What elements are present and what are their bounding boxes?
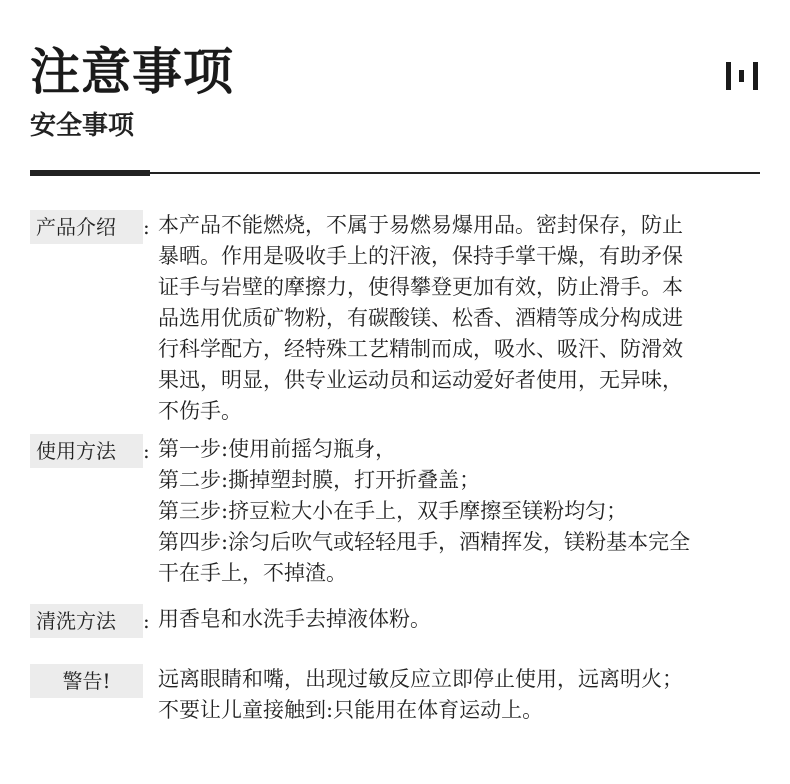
text-line: 第四步:涂匀后吹气或轻轻甩手，酒精挥发，镁粉基本完全 [158, 530, 691, 554]
text-line: 不伤手。 [158, 399, 242, 423]
text-line: 果迅，明显，供专业运动员和运动爱好者使用，无异味， [158, 368, 683, 392]
section-label: 清洗方法 [30, 604, 143, 638]
section-label: 警告! [30, 664, 143, 698]
text-line: 不要让儿童接触到:只能用在体育运动上。 [158, 698, 544, 722]
text-line: 品选用优质矿物粉，有碳酸镁、松香、酒精等成分构成进 [158, 306, 683, 330]
page-subtitle: 安全事项 [30, 111, 135, 141]
header-divider-accent [30, 170, 150, 176]
label-colon: : [143, 215, 150, 239]
text-line: 行科学配方，经特殊工艺精制而成，吸水、吸汗、防滑效 [158, 337, 683, 361]
text-line: 第二步:撕掉塑封膜，打开折叠盖； [158, 468, 481, 492]
section-label: 使用方法 [30, 434, 143, 468]
text-line: 本产品不能燃烧，不属于易燃易爆用品。密封保存，防止 [158, 213, 683, 237]
label-colon: : [143, 439, 150, 463]
section-body [158, 664, 770, 726]
section-body [158, 210, 770, 427]
section-body [158, 604, 770, 635]
section-label: 产品介绍 [30, 210, 143, 244]
text-line: 证手与岩壁的摩擦力，使得攀登更加有效，防止滑手。本 [158, 275, 683, 299]
text-line: 远离眼睛和嘴，出现过敏反应立即停止使用，远离明火； [158, 667, 683, 691]
section-body [158, 434, 770, 589]
text-line: 用香皂和水洗手去掉液体粉。 [158, 607, 431, 631]
text-line: 干在手上，不掉渣。 [158, 561, 347, 585]
text-line: 第三步:挤豆粒大小在手上，双手摩擦至镁粉均匀； [158, 499, 628, 523]
text-line: 第一步:使用前摇匀瓶身， [158, 437, 397, 461]
text-line: 暴晒。作用是吸收手上的汗液，保持手掌干燥，有助矛保 [158, 244, 683, 268]
bars-logo-icon [726, 62, 760, 90]
page-title: 注意事项 [30, 42, 234, 101]
label-colon: : [143, 609, 150, 633]
